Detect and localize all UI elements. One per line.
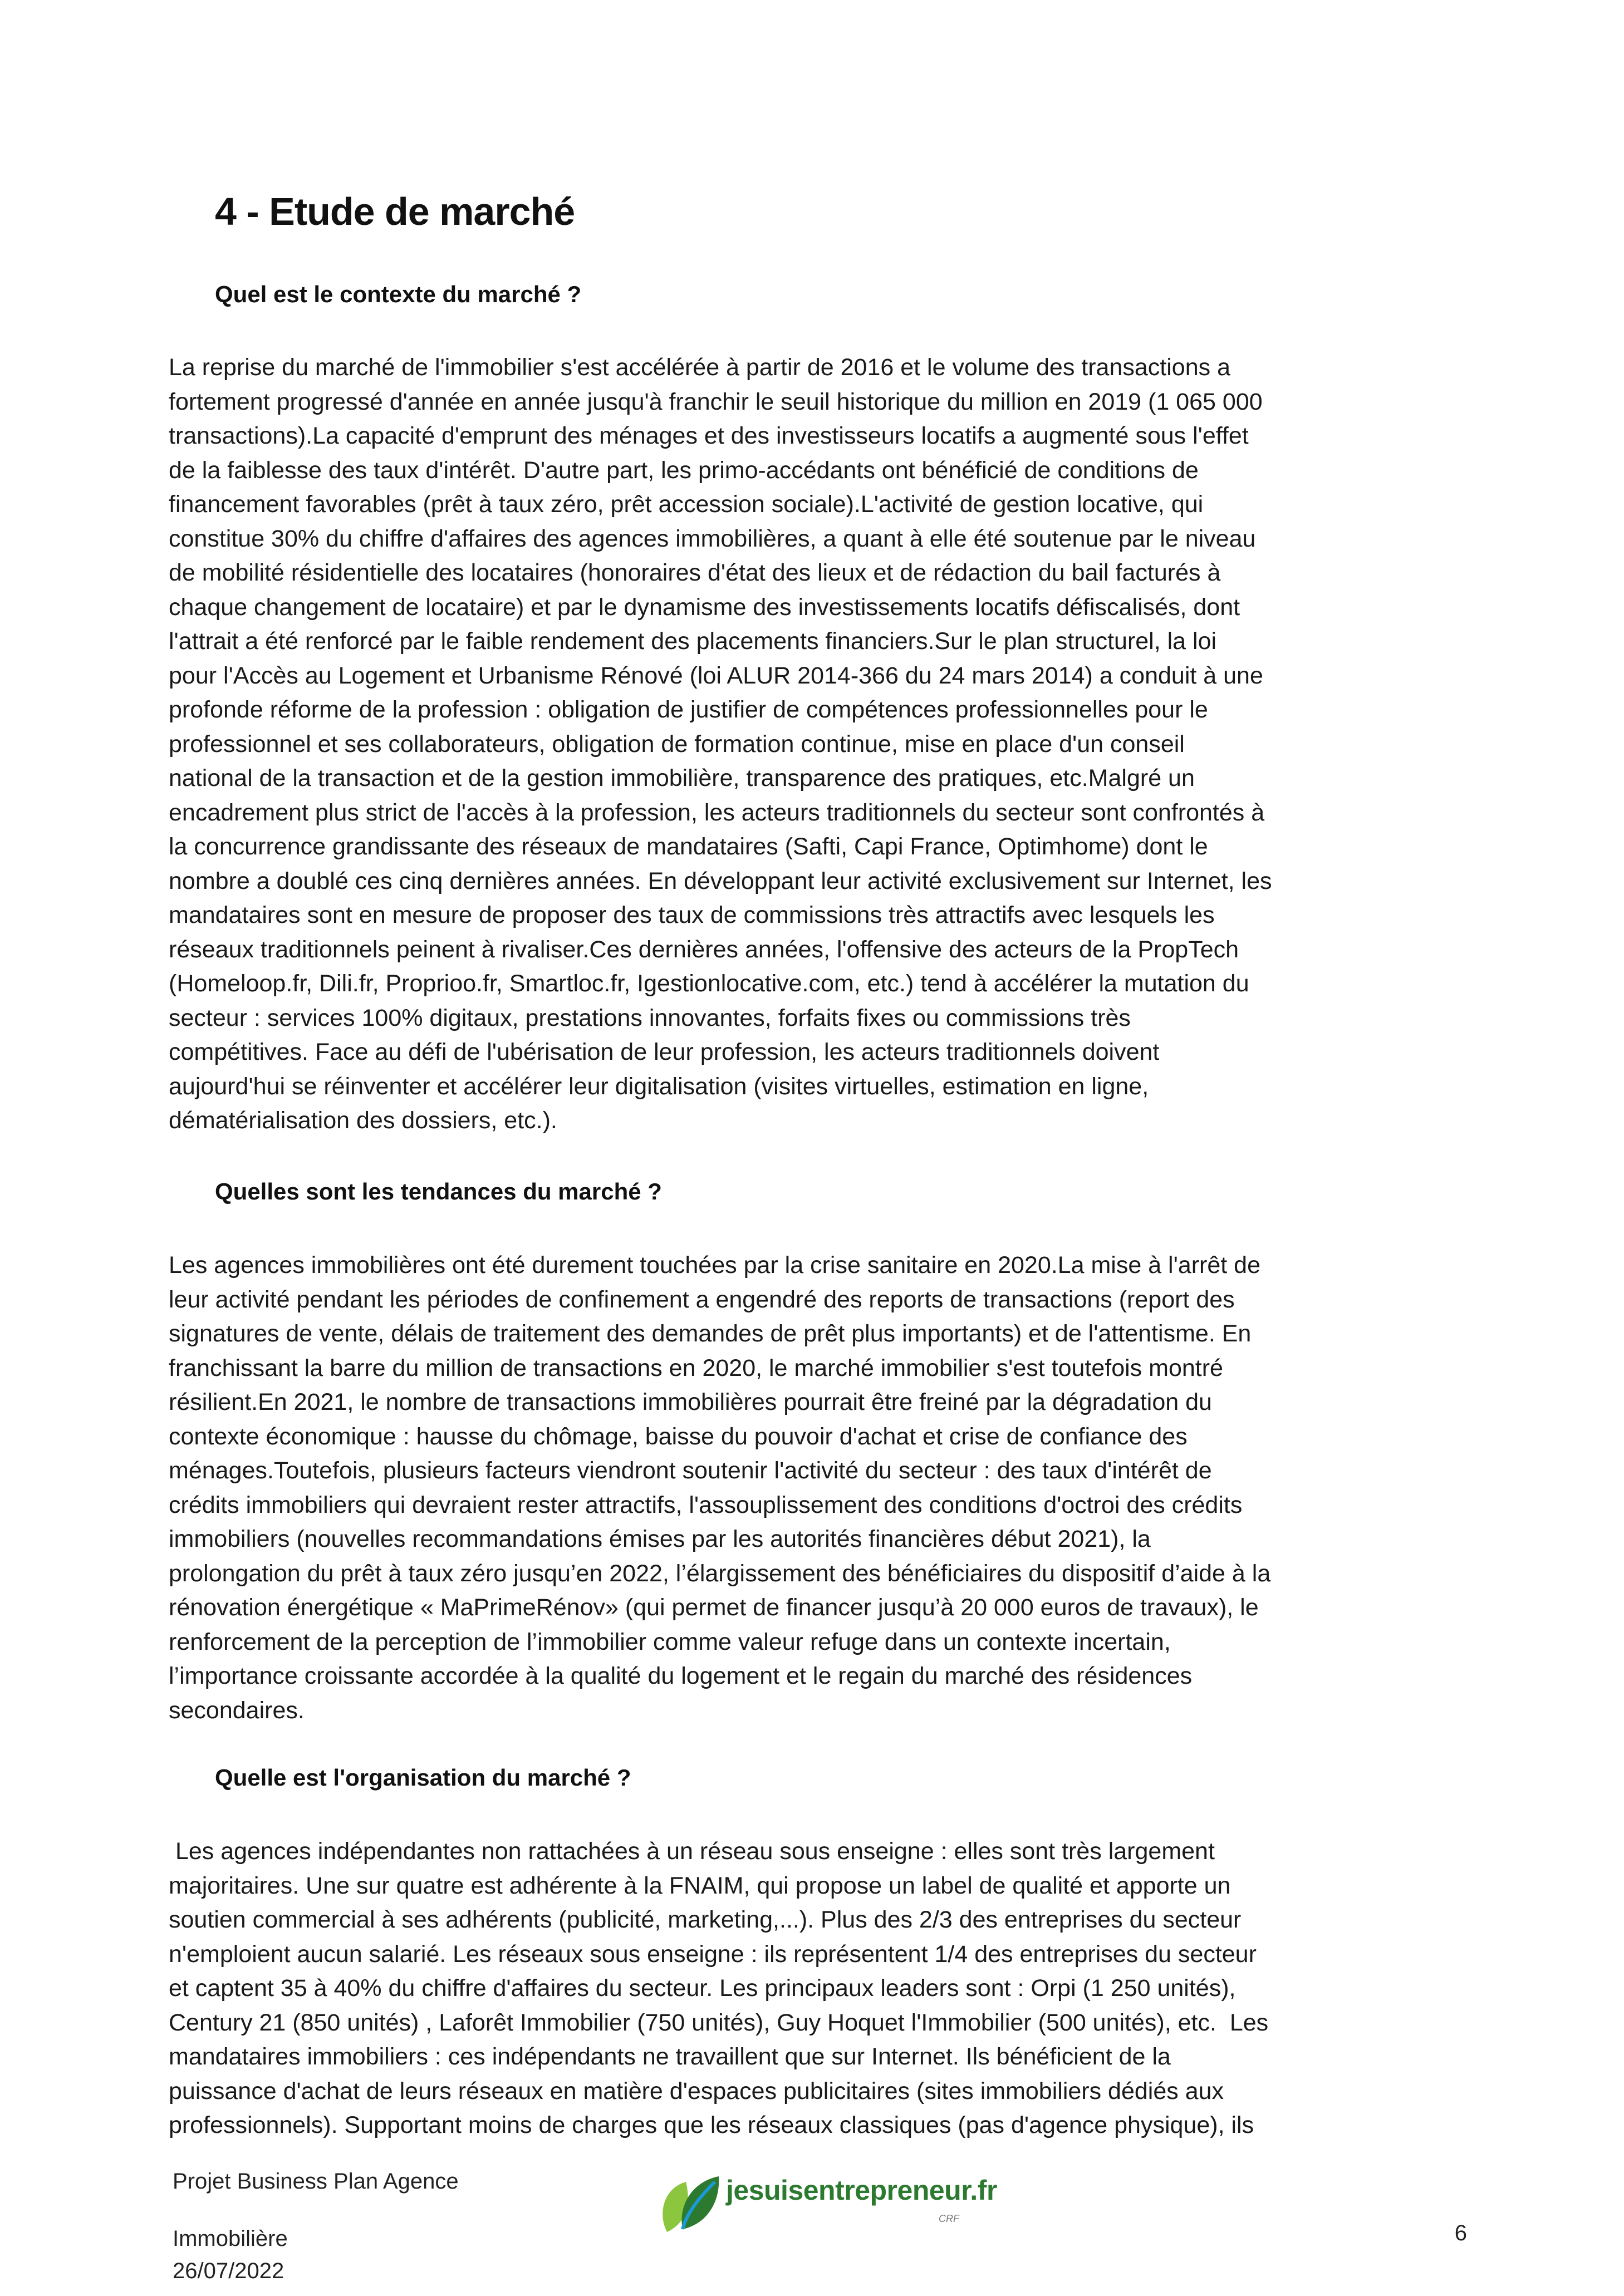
page-number: 6	[1454, 2221, 1467, 2245]
text-line: aujourd'hui se réinventer et accélérer leur digitalisation (visites virtuelles, estimation en ligne,	[169, 1073, 1149, 1100]
text-line: de mobilité résidentielle des locataires (honoraires d'état des lieux et de rédaction du bail facturés à	[169, 559, 1221, 586]
section-paragraph-context	[169, 351, 1483, 1138]
text-line: dématérialisation des dossiers, etc.).	[169, 1107, 557, 1134]
text-line: professionnel et ses collaborateurs, obligation de formation continue, mise en place d'un conseil	[169, 730, 1185, 758]
text-line: n'emploient aucun salarié. Les réseaux sous enseigne : ils représentent 1/4 des entreprises du secteur	[169, 1940, 1257, 1968]
text-line: crédits immobiliers qui devraient rester attractifs, l'assouplissement des conditions d'octroi des crédits	[169, 1491, 1243, 1518]
text-line: professionnels). Supportant moins de charges que les réseaux classiques (pas d'agence physique), ils	[169, 2112, 1254, 2138]
text-line: national de la transaction et de la gestion immobilière, transparence des pratiques, etc.Malgré un	[169, 765, 1195, 791]
text-line: mandataires sont en mesure de proposer des taux de commissions très attractifs avec lesquels les	[169, 902, 1215, 928]
text-line: prolongation du prêt à taux zéro jusqu’en 2022, l’élargissement des bénéficiaires du dispositif d’aide à la	[169, 1560, 1271, 1587]
text-line: profonde réforme de la profession : obligation de justifier de compétences professionnelles pour le	[169, 696, 1208, 723]
section-heading-organisation: Quelle est l'organisation du marché ?	[215, 1764, 631, 1791]
leaf-logo-icon	[660, 2160, 722, 2238]
text-line: mandataires immobiliers : ces indépendants ne travaillent que sur Internet. Ils bénéficient de la	[169, 2043, 1171, 2070]
text-line: majoritaires. Une sur quatre est adhérente à la FNAIM, qui propose un label de qualité et apporte un	[169, 1872, 1231, 1899]
text-line: constitue 30% du chiffre d'affaires des agences immobilières, a quant à elle été soutenue par le niveau	[169, 525, 1256, 552]
text-line: pour l'Accès au Logement et Urbanisme Rénové (loi ALUR 2014-366 du 24 mars 2014) a conduit à une	[169, 662, 1263, 689]
text-line: immobiliers (nouvelles recommandations émises par les autorités financières début 2021), la	[169, 1526, 1151, 1552]
text-line: Century 21 (850 unités) , Laforêt Immobilier (750 unités), Guy Hoquet l'Immobilier (500 unités), etc. Les	[169, 2009, 1269, 2036]
text-line: soutien commercial à ses adhérents (publicité, marketing,...). Plus des 2/3 des entreprises du secteur	[169, 1906, 1242, 1933]
text-line: Les agences immobilières ont été durement touchées par la crise sanitaire en 2020.La mise à l'arrêt de	[169, 1252, 1261, 1279]
text-line: secteur : services 100% digitaux, prestations innovantes, forfaits fixes ou commissions très	[169, 1004, 1131, 1031]
section-paragraph-trends	[169, 1248, 1483, 1728]
brand-logo-sub: CRF	[939, 2213, 959, 2224]
text-line: encadrement plus strict de l'accès à la profession, les acteurs traditionnels du secteur sont confrontés à	[169, 799, 1265, 826]
text-line: résilient.En 2021, le nombre de transactions immobilières pourrait être freiné par la dégradation du	[169, 1389, 1212, 1415]
text-line: compétitives. Face au défi de l'ubérisation de leur profession, les acteurs traditionnels doivent	[169, 1039, 1160, 1065]
text-line: rénovation énergétique « MaPrimeRénov» (qui permet de financer jusqu’à 20 000 euros de travaux), le	[169, 1594, 1259, 1621]
text-line: réseaux traditionnels peinent à rivaliser.Ces dernières années, l'offensive des acteurs de la PropTech	[169, 936, 1239, 963]
text-line: et captent 35 à 40% du chiffre d'affaires du secteur. Les principaux leaders sont : Orpi (1 250 unités),	[169, 1975, 1236, 2002]
footer-project-name-cont: Immobilière	[173, 2226, 288, 2251]
text-line: franchissant la barre du million de transactions en 2020, le marché immobilier s'est toutefois montré	[169, 1354, 1223, 1381]
footer-project-name: Projet Business Plan Agence	[173, 2169, 459, 2194]
text-line: Les agences indépendantes non rattachées à un réseau sous enseigne : elles sont très largement	[169, 1838, 1215, 1865]
page-title: 4 - Etude de marché	[215, 190, 575, 233]
text-line: secondaires.	[169, 1697, 305, 1724]
brand-logo-text: jesuisentrepreneur.fr	[726, 2175, 997, 2206]
text-line: financement favorables (prêt à taux zéro, prêt accession sociale).L'activité de gestion locative, qui	[169, 491, 1204, 518]
text-line: la concurrence grandissante des réseaux de mandataires (Safti, Capi France, Optimhome) dont le	[169, 833, 1208, 860]
footer-date: 26/07/2022	[173, 2259, 284, 2283]
text-line: (Homeloop.fr, Dili.fr, Proprioo.fr, Smartloc.fr, Igestionlocative.com, etc.) tend à accélérer la mutation du	[169, 970, 1249, 997]
text-line: puissance d'achat de leurs réseaux en matière d'espaces publicitaires (sites immobiliers dédiés aux	[169, 2077, 1224, 2105]
text-line: de la faiblesse des taux d'intérêt. D'autre part, les primo-accédants ont bénéficié de conditions de	[169, 456, 1199, 484]
section-paragraph-organisation	[169, 1835, 1483, 2143]
text-line: contexte économique : hausse du chômage, baisse du pouvoir d'achat et crise de confiance des	[169, 1423, 1188, 1450]
text-line: signatures de vente, délais de traitement des demandes de prêt plus importants) et de l'attentisme. En	[169, 1320, 1252, 1347]
text-line: nombre a doublé ces cinq dernières années. En développant leur activité exclusivement sur Internet, les	[169, 867, 1272, 894]
section-heading-context: Quel est le contexte du marché ?	[215, 281, 582, 307]
text-line: l'attrait a été renforcé par le faible rendement des placements financiers.Sur le plan structurel, la loi	[169, 628, 1217, 655]
text-line: La reprise du marché de l'immobilier s'est accélérée à partir de 2016 et le volume des transactions a	[169, 354, 1230, 381]
text-line: ménages.Toutefois, plusieurs facteurs viendront soutenir l'activité du secteur : des taux d'intérêt de	[169, 1457, 1212, 1484]
section-heading-trends: Quelles sont les tendances du marché ?	[215, 1178, 662, 1204]
text-line: transactions).La capacité d'emprunt des ménages et des investisseurs locatifs a augmenté sous l'effet	[169, 422, 1249, 449]
text-line: fortement progressé d'année en année jusqu'à franchir le seuil historique du million en 2019 (1 065 000	[169, 388, 1263, 415]
text-line: chaque changement de locataire) et par le dynamisme des investissements locatifs défiscalisés, dont	[169, 593, 1240, 621]
text-line: renforcement de la perception de l’immobilier comme valeur refuge dans un contexte incertain,	[169, 1628, 1171, 1655]
brand-logo	[660, 2160, 997, 2238]
text-line: leur activité pendant les périodes de confinement a engendré des reports de transactions (report des	[169, 1286, 1235, 1313]
text-line: l’importance croissante accordée à la qualité du logement et le regain du marché des résidences	[169, 1663, 1193, 1689]
